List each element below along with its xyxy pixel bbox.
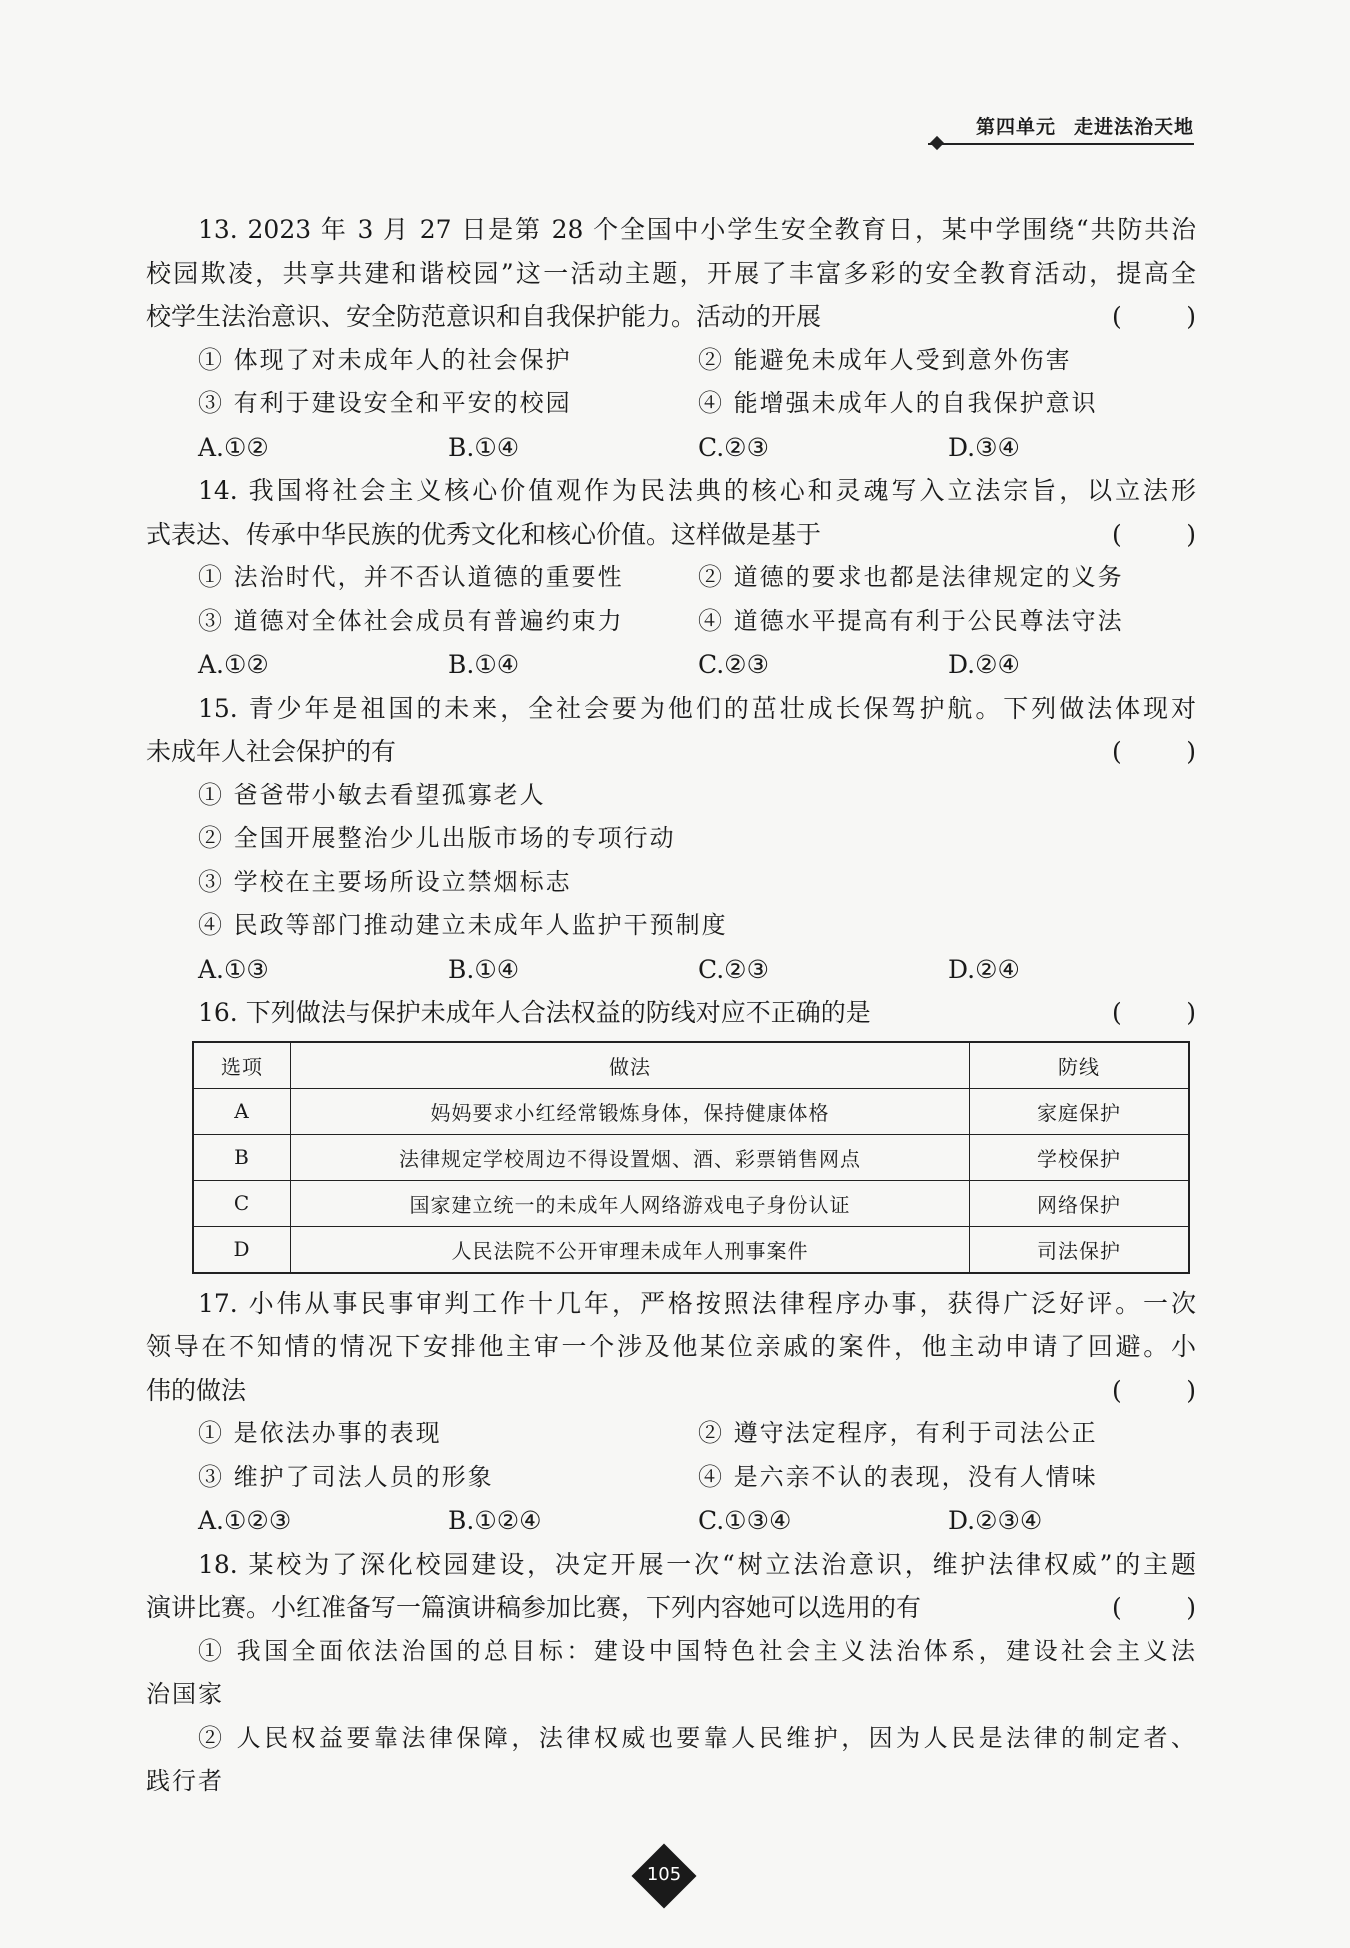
choice-d[interactable]: D.②④ [948,650,1020,679]
question-text-line [146,513,1196,557]
header-title: 走进法治天地 [1073,116,1194,138]
statement: ① 体现了对未成年人的社会保护 [198,345,572,374]
statement: ② 遵守法定程序，有利于司法公正 [698,1419,1098,1447]
choice-c[interactable]: C.②③ [698,650,770,679]
statement: ② 能避免未成年人受到意外伤害 [698,345,1072,374]
choice-a[interactable]: A.①③ [198,954,269,984]
choice-c[interactable]: C.①③④ [698,1506,792,1535]
table-cell: 学校保护 [970,1134,1190,1180]
choice-c[interactable]: C.②③ [698,432,770,462]
statement-continuation: 践行者 [146,1767,224,1795]
question-text-line: 14. 我国将社会主义核心价值观作为民法典的核心和灵魂写入立法宗旨，以立法形 [198,476,1196,505]
table-cell: 妈妈要求小红经常锻炼身体，保持健康体格 [291,1088,970,1134]
choice-d[interactable]: D.③④ [948,432,1020,462]
table-row [193,1226,1189,1273]
statement: ③ 道德对全体社会成员有普遍约束力 [198,606,624,635]
question-stem: 16. 下列做法与保护未成年人合法权益的防线对应不正确的是 [198,998,871,1027]
table-cell: 网络保护 [970,1180,1190,1226]
statement-row [146,382,1196,426]
statement-continuation: 治国家 [146,1680,224,1708]
choice-c[interactable]: C.②③ [698,954,770,984]
question-15 [146,687,1196,992]
question-text-line: 13. 2023 年 3 月 27 日是第 28 个全国中小学生安全教育日，某中学围绕“共防共治 [198,215,1196,244]
table-header: 做法 [291,1042,970,1089]
statement: ② 全国开展整治少儿出版市场的专项行动 [198,824,676,852]
answer-parentheses: ( ) [1112,1593,1196,1622]
running-header [928,112,1194,145]
statement-row [146,1412,1196,1456]
options-table [192,1041,1190,1274]
table-row [193,1180,1189,1226]
question-13 [146,208,1196,469]
question-text-line: 17. 小伟从事民事审判工作十几年，严格按照法律程序办事，获得广泛好评。一次 [198,1288,1196,1318]
table-cell: 家庭保护 [970,1088,1190,1134]
statement: ① 爸爸带小敏去看望孤寡老人 [198,780,546,809]
answer-parentheses: ( ) [1112,302,1196,331]
answer-choices [146,643,1196,687]
choice-b[interactable]: B.①④ [448,650,520,679]
answer-parentheses: ( ) [1112,519,1196,549]
statement: ④ 能增强未成年人的自我保护意识 [698,389,1098,417]
table-header-row [193,1042,1189,1089]
choice-b[interactable]: B.①④ [448,954,520,984]
question-text-line [146,295,1196,339]
statement-row [146,556,1196,600]
answer-choices [146,426,1196,470]
table-row [193,1134,1189,1180]
table-cell: 法律规定学校周边不得设置烟、酒、彩票销售网点 [291,1134,970,1180]
question-text-line: 领导在不知情的情况下安排他主审一个涉及他某位亲戚的案件，他主动申请了回避。小 [146,1332,1196,1361]
statement: ① 是依法办事的表现 [198,1419,442,1447]
answer-choices [146,948,1196,992]
choice-a[interactable]: A.①② [198,650,269,679]
statement-row [146,1456,1196,1500]
question-16 [146,991,1196,1274]
question-stem-end: 未成年人社会保护的有 [146,737,397,766]
choice-a[interactable]: A.①②③ [198,1506,292,1535]
table-header: 防线 [970,1042,1190,1089]
answer-parentheses: ( ) [1112,737,1196,766]
table-cell: B [193,1134,291,1180]
choice-b[interactable]: B.①④ [448,432,520,462]
choice-d[interactable]: D.②④ [948,954,1020,984]
statement: ③ 学校在主要场所设立禁烟标志 [198,867,572,896]
question-14 [146,469,1196,687]
table-cell: A [193,1088,291,1134]
question-stem-end: 校学生法治意识、安全防范意识和自我保护能力。活动的开展 [146,302,822,331]
statement: ② 道德的要求也都是法律规定的义务 [698,563,1124,591]
table-cell: 司法保护 [970,1226,1190,1273]
answer-parentheses: ( ) [1112,998,1196,1027]
question-text-line [146,1369,1196,1413]
question-text-line [146,730,1196,774]
statement: ④ 是六亲不认的表现，没有人情味 [698,1462,1098,1491]
statement: ② 人民权益要靠法律保障，法律权威也要靠人民维护，因为人民是法律的制定者、 [198,1723,1196,1752]
choice-d[interactable]: D.②③④ [948,1506,1043,1535]
table-cell: 人民法院不公开审理未成年人刑事案件 [291,1226,970,1273]
statement: ③ 维护了司法人员的形象 [198,1462,494,1491]
question-text-line [146,1586,1196,1630]
table-row [193,1088,1189,1134]
question-stem-end: 演讲比赛。小红准备写一篇演讲稿参加比赛，下列内容她可以选用的有 [146,1593,922,1622]
answer-choices [146,1499,1196,1543]
table-header: 选项 [193,1042,291,1089]
statement: ① 我国全面依法治国的总目标：建设中国特色社会主义法治体系，建设社会主义法 [198,1636,1196,1665]
table-cell: D [193,1226,291,1273]
choice-a[interactable]: A.①② [198,432,269,462]
statement: ④ 民政等部门推动建立未成年人监护干预制度 [198,911,728,939]
question-text-line: 15. 青少年是祖国的未来，全社会要为他们的茁壮成长保驾护航。下列做法体现对 [198,693,1196,723]
statement: ③ 有利于建设安全和平安的校园 [198,389,572,417]
question-text-line: 校园欺凌，共享共建和谐校园”这一活动主题，开展了丰富多彩的安全教育活动，提高全 [146,258,1196,288]
statement: ① 法治时代，并不否认道德的重要性 [198,563,624,591]
answer-parentheses: ( ) [1112,1375,1196,1405]
choice-b[interactable]: B.①②④ [448,1506,542,1535]
table-cell: 国家建立统一的未成年人网络游戏电子身份认证 [291,1180,970,1226]
question-content [146,208,1196,1804]
statement-row [146,339,1196,383]
question-stem-end: 式表达、传承中华民族的优秀文化和核心价值。这样做是基于 [146,519,822,549]
question-text-line: 18. 某校为了深化校园建设，决定开展一次“树立法治意识，维护法律权威”的主题 [198,1549,1196,1579]
question-18 [146,1543,1196,1804]
header-unit: 第四单元 [975,116,1056,138]
question-17 [146,1282,1196,1543]
statement: ④ 道德水平提高有利于公民尊法守法 [698,606,1124,635]
page-number: 105 [646,1864,682,1885]
question-text-line [146,991,1196,1035]
question-stem-end: 伟的做法 [146,1375,247,1405]
statement-row [146,600,1196,644]
table-cell: C [193,1180,291,1226]
